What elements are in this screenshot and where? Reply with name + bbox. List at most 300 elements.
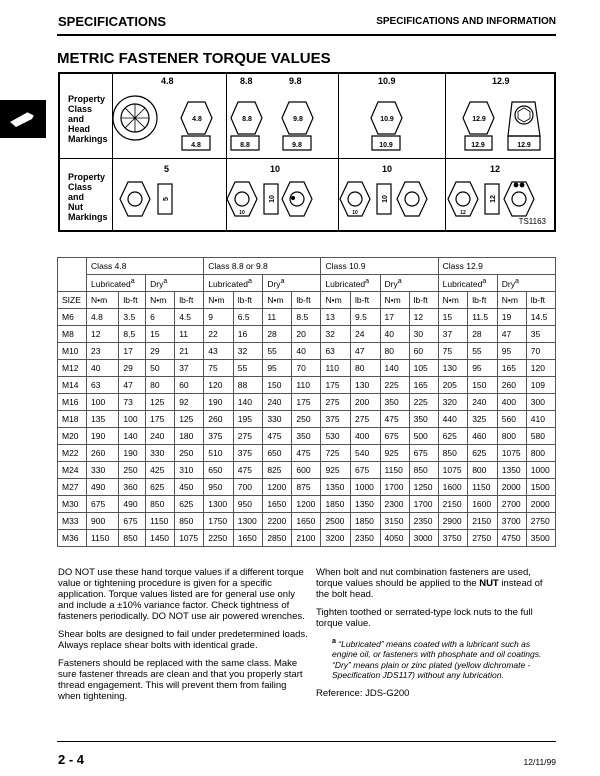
torque-cell: 675: [87, 496, 119, 513]
torque-cell: 225: [380, 377, 409, 394]
torque-cell: 100: [87, 394, 119, 411]
torque-cell: 650: [204, 462, 234, 479]
torque-cell: 240: [468, 394, 498, 411]
nut-class-label: 10: [270, 164, 281, 174]
nut-class-label: 5: [164, 164, 170, 174]
table-unit-row: [58, 292, 556, 309]
note-paragraph: Shear bolts are designed to fail under predetermined loads. Always replace shear bolts with identical grade.: [58, 629, 308, 651]
torque-cell: 375: [204, 428, 234, 445]
size-cell: M18: [58, 411, 87, 428]
torque-cell: 2500: [321, 513, 351, 530]
torque-cell: 95: [263, 360, 292, 377]
torque-cell: 43: [204, 343, 234, 360]
torque-cell: 22: [204, 326, 234, 343]
torque-table: [57, 257, 556, 547]
torque-cell: 540: [350, 445, 380, 462]
table-row: [58, 530, 556, 547]
torque-cell: 260: [204, 411, 234, 428]
torque-cell: 675: [350, 462, 380, 479]
torque-cell: 4.8: [87, 309, 119, 326]
torque-cell: 850: [175, 513, 204, 530]
torque-cell: 2100: [292, 530, 321, 547]
torque-cell: 70: [526, 343, 555, 360]
nut-markings-label: Property Class and Nut Markings: [68, 172, 108, 222]
torque-cell: 30: [409, 326, 438, 343]
torque-cell: 500: [409, 428, 438, 445]
torque-cell: 35: [526, 326, 555, 343]
torque-cell: 700: [233, 479, 263, 496]
torque-cell: 17: [380, 309, 409, 326]
socket-head-icon: [508, 102, 540, 136]
table-class-row: [58, 258, 556, 275]
unit-header: N•m: [321, 292, 351, 309]
torque-cell: 47: [350, 343, 380, 360]
unit-header: lb-ft: [350, 292, 380, 309]
torque-cell: 50: [146, 360, 175, 377]
page-date: 12/11/99: [523, 757, 556, 767]
torque-cell: 1350: [497, 462, 526, 479]
header-right: SPECIFICATIONS AND INFORMATION: [376, 16, 556, 27]
torque-cell: 20: [292, 326, 321, 343]
nut-mark: 10: [382, 195, 389, 203]
size-cell: M33: [58, 513, 87, 530]
torque-cell: 24: [350, 326, 380, 343]
markings-figure: [58, 72, 556, 232]
unit-header: N•m: [497, 292, 526, 309]
torque-cell: 63: [321, 343, 351, 360]
torque-cell: 825: [263, 462, 292, 479]
figure-id: TS1163: [518, 217, 546, 226]
torque-cell: 875: [292, 479, 321, 496]
torque-cell: 330: [263, 411, 292, 428]
torque-cell: 6: [146, 309, 175, 326]
torque-cell: 12: [87, 326, 119, 343]
torque-cell: 1150: [380, 462, 409, 479]
head-mark: 9.8: [293, 116, 303, 123]
torque-cell: 625: [146, 479, 175, 496]
dry-header: Dry$^a$: [146, 275, 204, 292]
table-row: [58, 309, 556, 326]
torque-cell: 1200: [263, 479, 292, 496]
torque-cell: 900: [87, 513, 119, 530]
torque-cell: 140: [119, 428, 146, 445]
unit-header: N•m: [204, 292, 234, 309]
torque-cell: 625: [175, 496, 204, 513]
table-row: [58, 479, 556, 496]
torque-cell: 1650: [263, 496, 292, 513]
torque-cell: 15: [438, 309, 468, 326]
torque-cell: 2250: [204, 530, 234, 547]
note-paragraph: Tighten toothed or serrated-type lock nuts to the full torque value.: [316, 607, 533, 629]
torque-cell: 120: [526, 360, 555, 377]
head-mark: 4.8: [191, 142, 201, 149]
torque-cell: 625: [468, 445, 498, 462]
torque-cell: 310: [175, 462, 204, 479]
torque-cell: 260: [87, 445, 119, 462]
table-row: [58, 411, 556, 428]
size-cell: M20: [58, 428, 87, 445]
footnote: $^a$ “Lubricated” means coated with a lubricant such as engine oil, or fasteners with phosphate and oil coatings. “Dry” means plain or zinc plated (yellow dichromate - Specification JDS117) without any lubrication.: [332, 637, 542, 681]
lubricated-header: Lubricated$^a$: [321, 275, 380, 292]
torque-cell: 14.5: [526, 309, 555, 326]
lubricated-header: Lubricated$^a$: [204, 275, 263, 292]
torque-cell: 850: [409, 462, 438, 479]
torque-cell: 9: [204, 309, 234, 326]
torque-cell: 15: [146, 326, 175, 343]
torque-cell: 1075: [438, 462, 468, 479]
torque-cell: 17: [119, 343, 146, 360]
torque-cell: 200: [350, 394, 380, 411]
notes-right: [316, 567, 556, 706]
torque-cell: 440: [438, 411, 468, 428]
torque-cell: 475: [263, 428, 292, 445]
torque-cell: 1150: [146, 513, 175, 530]
torque-cell: 1000: [526, 462, 555, 479]
torque-cell: 2850: [263, 530, 292, 547]
torque-cell: 125: [146, 394, 175, 411]
unit-header: N•m: [263, 292, 292, 309]
torque-cell: 1650: [233, 530, 263, 547]
size-cell: M22: [58, 445, 87, 462]
torque-cell: 11.5: [468, 309, 498, 326]
head-class-label: 12.9: [492, 76, 510, 86]
torque-cell: 1250: [409, 479, 438, 496]
head-class-label: 9.8: [289, 76, 302, 86]
torque-cell: 32: [321, 326, 351, 343]
torque-cell: 850: [146, 496, 175, 513]
torque-cell: 580: [526, 428, 555, 445]
torque-cell: 225: [409, 394, 438, 411]
torque-cell: 190: [119, 445, 146, 462]
torque-cell: 11: [263, 309, 292, 326]
unit-header: N•m: [380, 292, 409, 309]
torque-cell: 109: [526, 377, 555, 394]
hex-nut-icon: [120, 182, 150, 216]
torque-cell: 23: [87, 343, 119, 360]
torque-cell: 37: [438, 326, 468, 343]
torque-cell: 1750: [204, 513, 234, 530]
torque-cell: 3500: [526, 530, 555, 547]
head-mark: 10.9: [380, 116, 394, 123]
torque-cell: 475: [292, 445, 321, 462]
head-mark: 12.9: [517, 142, 531, 149]
torque-cell: 55: [468, 343, 498, 360]
torque-cell: 1300: [204, 496, 234, 513]
torque-cell: 6.5: [233, 309, 263, 326]
size-cell: M27: [58, 479, 87, 496]
torque-cell: 275: [321, 394, 351, 411]
torque-cell: 350: [409, 411, 438, 428]
torque-cell: 110: [292, 377, 321, 394]
torque-cell: 1350: [350, 496, 380, 513]
torque-cell: 400: [350, 428, 380, 445]
torque-cell: 16: [233, 326, 263, 343]
torque-cell: 800: [497, 428, 526, 445]
torque-cell: 140: [380, 360, 409, 377]
torque-cell: 250: [292, 411, 321, 428]
torque-cell: 29: [146, 343, 175, 360]
torque-cell: 275: [233, 428, 263, 445]
table-row: [58, 428, 556, 445]
size-cell: M14: [58, 377, 87, 394]
torque-cell: 375: [233, 445, 263, 462]
torque-cell: 40: [292, 343, 321, 360]
torque-cell: 2300: [380, 496, 409, 513]
size-cell: M10: [58, 343, 87, 360]
torque-cell: 275: [350, 411, 380, 428]
table-row: [58, 496, 556, 513]
table-row: [58, 377, 556, 394]
torque-cell: 675: [409, 445, 438, 462]
torque-cell: 925: [380, 445, 409, 462]
head-mark: 8.8: [242, 116, 252, 123]
torque-cell: 1150: [87, 530, 119, 547]
torque-cell: 19: [497, 309, 526, 326]
head-mark: 12.9: [471, 142, 485, 149]
torque-cell: 360: [119, 479, 146, 496]
size-cell: M24: [58, 462, 87, 479]
class-header: Class 10.9: [321, 258, 438, 275]
head-markings-label: Property Class and Head Markings: [68, 94, 108, 144]
torque-cell: 325: [468, 411, 498, 428]
note-paragraph: When bolt and nut combination fasteners are used, torque values should be applied to the NUT instead of the bolt head.: [316, 567, 543, 600]
torque-cell: 32: [233, 343, 263, 360]
unit-header: lb-ft: [292, 292, 321, 309]
torque-cell: 950: [233, 496, 263, 513]
size-cell: M16: [58, 394, 87, 411]
torque-cell: 510: [204, 445, 234, 462]
torque-cell: 240: [263, 394, 292, 411]
torque-cell: 73: [119, 394, 146, 411]
torque-cell: 330: [87, 462, 119, 479]
torque-cell: 63: [87, 377, 119, 394]
torque-cell: 675: [119, 513, 146, 530]
torque-cell: 28: [263, 326, 292, 343]
torque-cell: 1850: [350, 513, 380, 530]
torque-cell: 105: [409, 360, 438, 377]
torque-cell: 1075: [175, 530, 204, 547]
torque-cell: 130: [350, 377, 380, 394]
torque-cell: 175: [292, 394, 321, 411]
torque-cell: 60: [175, 377, 204, 394]
class-header: Class 8.8 or 9.8: [204, 258, 321, 275]
table-row: [58, 326, 556, 343]
page-title: METRIC FASTENER TORQUE VALUES: [57, 50, 331, 67]
note-paragraph: Fasteners should be replaced with the same class. Make sure fastener threads are clean and that you properly start thread engagement. This will prevent them from failing when tightening.: [58, 658, 303, 702]
torque-cell: 3200: [321, 530, 351, 547]
nut-class-label: 10: [382, 164, 393, 174]
torque-cell: 725: [321, 445, 351, 462]
table-row: [58, 462, 556, 479]
torque-cell: 80: [380, 343, 409, 360]
torque-cell: 110: [321, 360, 351, 377]
torque-cell: 450: [175, 479, 204, 496]
torque-cell: 3.5: [119, 309, 146, 326]
torque-cell: 530: [321, 428, 351, 445]
torque-cell: 950: [204, 479, 234, 496]
unit-header: lb-ft: [526, 292, 555, 309]
torque-cell: 300: [526, 394, 555, 411]
torque-cell: 350: [292, 428, 321, 445]
torque-cell: 60: [409, 343, 438, 360]
torque-cell: 330: [146, 445, 175, 462]
torque-cell: 650: [263, 445, 292, 462]
torque-cell: 4050: [380, 530, 409, 547]
torque-cell: 260: [497, 377, 526, 394]
table-row: [58, 360, 556, 377]
torque-cell: 1150: [468, 479, 498, 496]
lubricated-header: Lubricated$^a$: [438, 275, 497, 292]
head-class-label: 10.9: [378, 76, 396, 86]
torque-cell: 3000: [409, 530, 438, 547]
torque-cell: 40: [380, 326, 409, 343]
notes-left: [58, 567, 311, 709]
table-row: [58, 445, 556, 462]
reference: Reference: JDS-G200: [316, 687, 410, 699]
dry-header: Dry$^a$: [497, 275, 555, 292]
torque-cell: 3750: [438, 530, 468, 547]
torque-cell: 1850: [321, 496, 351, 513]
torque-cell: 490: [87, 479, 119, 496]
torque-cell: 3700: [497, 513, 526, 530]
torque-cell: 120: [204, 377, 234, 394]
nut-mark: 10: [239, 210, 245, 216]
torque-cell: 2150: [438, 496, 468, 513]
footer-rule: [57, 741, 556, 742]
nut-mark: 10: [269, 195, 276, 203]
lubricated-header: Lubricated$^a$: [87, 275, 146, 292]
nut-class-label: 12: [490, 164, 501, 174]
torque-cell: 2350: [350, 530, 380, 547]
torque-cell: 4750: [497, 530, 526, 547]
header-rule: [57, 34, 556, 36]
head-mark: 8.8: [240, 142, 250, 149]
head-mark: 10.9: [379, 142, 393, 149]
torque-cell: 175: [146, 411, 175, 428]
torque-cell: 92: [175, 394, 204, 411]
torque-cell: 70: [292, 360, 321, 377]
torque-cell: 80: [350, 360, 380, 377]
torque-cell: 13: [321, 309, 351, 326]
torque-cell: 410: [526, 411, 555, 428]
torque-cell: 475: [233, 462, 263, 479]
torque-cell: 850: [438, 445, 468, 462]
unit-header: N•m: [87, 292, 119, 309]
torque-cell: 165: [409, 377, 438, 394]
head-class-label: 8.8: [240, 76, 253, 86]
torque-cell: 8.5: [119, 326, 146, 343]
size-cell: M6: [58, 309, 87, 326]
head-mark: 4.8: [192, 116, 202, 123]
torque-cell: 1000: [350, 479, 380, 496]
torque-cell: 1450: [146, 530, 175, 547]
head-mark: 9.8: [292, 142, 302, 149]
torque-cell: 1700: [380, 479, 409, 496]
torque-cell: 1650: [292, 513, 321, 530]
unit-header: lb-ft: [409, 292, 438, 309]
nut-mark: 12: [490, 195, 497, 203]
wrench-icon: [8, 108, 38, 130]
torque-cell: 2200: [263, 513, 292, 530]
torque-cell: 675: [380, 428, 409, 445]
torque-cell: 75: [438, 343, 468, 360]
torque-cell: 37: [175, 360, 204, 377]
table-row: [58, 343, 556, 360]
size-cell: M30: [58, 496, 87, 513]
unit-header: N•m: [438, 292, 468, 309]
torque-cell: 240: [146, 428, 175, 445]
dry-header: Dry$^a$: [263, 275, 321, 292]
torque-cell: 75: [204, 360, 234, 377]
torque-cell: 190: [87, 428, 119, 445]
torque-cell: 1700: [409, 496, 438, 513]
torque-cell: 2000: [497, 479, 526, 496]
torque-cell: 2700: [497, 496, 526, 513]
torque-cell: 130: [438, 360, 468, 377]
torque-cell: 1600: [438, 479, 468, 496]
torque-cell: 28: [468, 326, 498, 343]
torque-cell: 400: [497, 394, 526, 411]
torque-cell: 135: [87, 411, 119, 428]
torque-cell: 2750: [468, 530, 498, 547]
torque-cell: 4.5: [175, 309, 204, 326]
unit-header: lb-ft: [233, 292, 263, 309]
torque-cell: 88: [233, 377, 263, 394]
size-header: SIZE: [58, 292, 87, 309]
torque-cell: 250: [175, 445, 204, 462]
torque-cell: 95: [497, 343, 526, 360]
torque-cell: 800: [468, 462, 498, 479]
torque-cell: 190: [204, 394, 234, 411]
size-cell: M8: [58, 326, 87, 343]
torque-cell: 1500: [526, 479, 555, 496]
torque-cell: 2900: [438, 513, 468, 530]
torque-cell: 350: [380, 394, 409, 411]
torque-cell: 375: [321, 411, 351, 428]
table-row: [58, 394, 556, 411]
torque-cell: 165: [497, 360, 526, 377]
torque-cell: 425: [146, 462, 175, 479]
table-row: [58, 513, 556, 530]
torque-cell: 100: [119, 411, 146, 428]
torque-cell: 850: [119, 530, 146, 547]
torque-cell: 250: [119, 462, 146, 479]
torque-cell: 47: [119, 377, 146, 394]
torque-cell: 205: [438, 377, 468, 394]
torque-cell: 1600: [468, 496, 498, 513]
size-cell: M36: [58, 530, 87, 547]
torque-cell: 150: [263, 377, 292, 394]
torque-cell: 475: [380, 411, 409, 428]
table-condition-row: [58, 275, 556, 292]
head-mark: 12.9: [472, 116, 486, 123]
torque-cell: 9.5: [350, 309, 380, 326]
unit-header: lb-ft: [175, 292, 204, 309]
torque-cell: 11: [175, 326, 204, 343]
torque-cell: 800: [526, 445, 555, 462]
torque-cell: 125: [175, 411, 204, 428]
torque-cell: 8.5: [292, 309, 321, 326]
nut-mark: 12: [460, 210, 466, 216]
torque-cell: 150: [468, 377, 498, 394]
class-header: Class 12.9: [438, 258, 555, 275]
unit-header: lb-ft: [468, 292, 498, 309]
unit-header: lb-ft: [119, 292, 146, 309]
torque-cell: 175: [321, 377, 351, 394]
torque-cell: 47: [497, 326, 526, 343]
class-header: Class 4.8: [87, 258, 204, 275]
torque-cell: 560: [497, 411, 526, 428]
